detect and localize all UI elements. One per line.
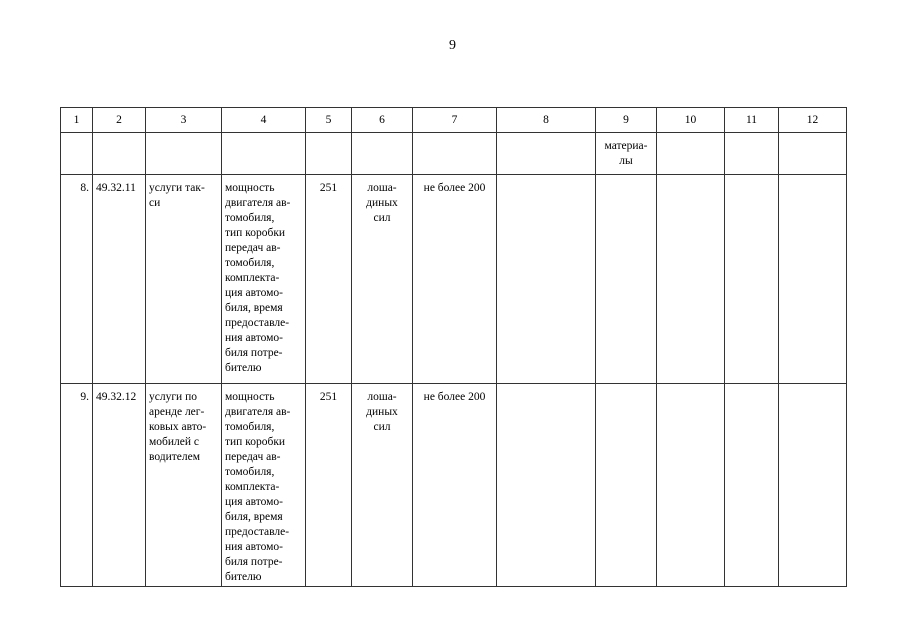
table-cell	[61, 133, 93, 175]
page-number: 9	[449, 38, 456, 53]
column-header: 12	[779, 108, 847, 133]
table-cell	[657, 384, 725, 587]
table-cell	[779, 175, 847, 384]
table-cell	[725, 133, 779, 175]
column-header: 4	[222, 108, 306, 133]
table-cell	[725, 175, 779, 384]
table-cell	[779, 133, 847, 175]
column-header: 2	[93, 108, 146, 133]
unit-name: лоша- диных сил	[352, 175, 413, 384]
value: не более 200	[413, 175, 497, 384]
materials-cell: материа- лы	[596, 133, 657, 175]
table-cell	[725, 384, 779, 587]
column-header: 7	[413, 108, 497, 133]
column-header: 5	[306, 108, 352, 133]
table-cell	[497, 133, 596, 175]
table-cell	[306, 133, 352, 175]
table-cell	[146, 133, 222, 175]
column-header: 10	[657, 108, 725, 133]
column-header: 11	[725, 108, 779, 133]
table-row	[61, 175, 847, 384]
value: не более 200	[413, 384, 497, 587]
table-cell	[497, 175, 596, 384]
table-cell	[657, 175, 725, 384]
table-cell	[657, 133, 725, 175]
okpd-code: 49.32.11	[93, 175, 146, 384]
service-name: услуги так- си	[146, 175, 222, 384]
subheader-row	[61, 133, 847, 175]
characteristics: мощность двигателя ав- томобиля, тип коробки передач ав- томобиля, комплекта- ция автомо- биля, время предоставле- ния автомо- биля потре- бителю	[222, 175, 306, 384]
table-cell	[779, 384, 847, 587]
table-cell	[93, 133, 146, 175]
service-name: услуги по аренде лег- ковых авто- мобилей с водителем	[146, 384, 222, 587]
table-cell	[352, 133, 413, 175]
requirements-table	[60, 107, 847, 587]
okpd-code: 49.32.12	[93, 384, 146, 587]
characteristics: мощность двигателя ав- томобиля, тип коробки передач ав- томобиля, комплекта- ция автомо- биля, время предоставле- ния автомо- биля потре- бителю	[222, 384, 306, 587]
row-number: 9.	[61, 384, 93, 587]
row-number: 8.	[61, 175, 93, 384]
table-cell	[413, 133, 497, 175]
table-cell	[596, 175, 657, 384]
table-cell	[497, 384, 596, 587]
column-header: 1	[61, 108, 93, 133]
unit-code: 251	[306, 384, 352, 587]
unit-name: лоша- диных сил	[352, 384, 413, 587]
table-cell	[596, 384, 657, 587]
table-row	[61, 384, 847, 587]
table-cell	[222, 133, 306, 175]
column-header: 3	[146, 108, 222, 133]
column-header: 8	[497, 108, 596, 133]
column-header: 9	[596, 108, 657, 133]
column-number-row	[61, 108, 847, 133]
unit-code: 251	[306, 175, 352, 384]
column-header: 6	[352, 108, 413, 133]
